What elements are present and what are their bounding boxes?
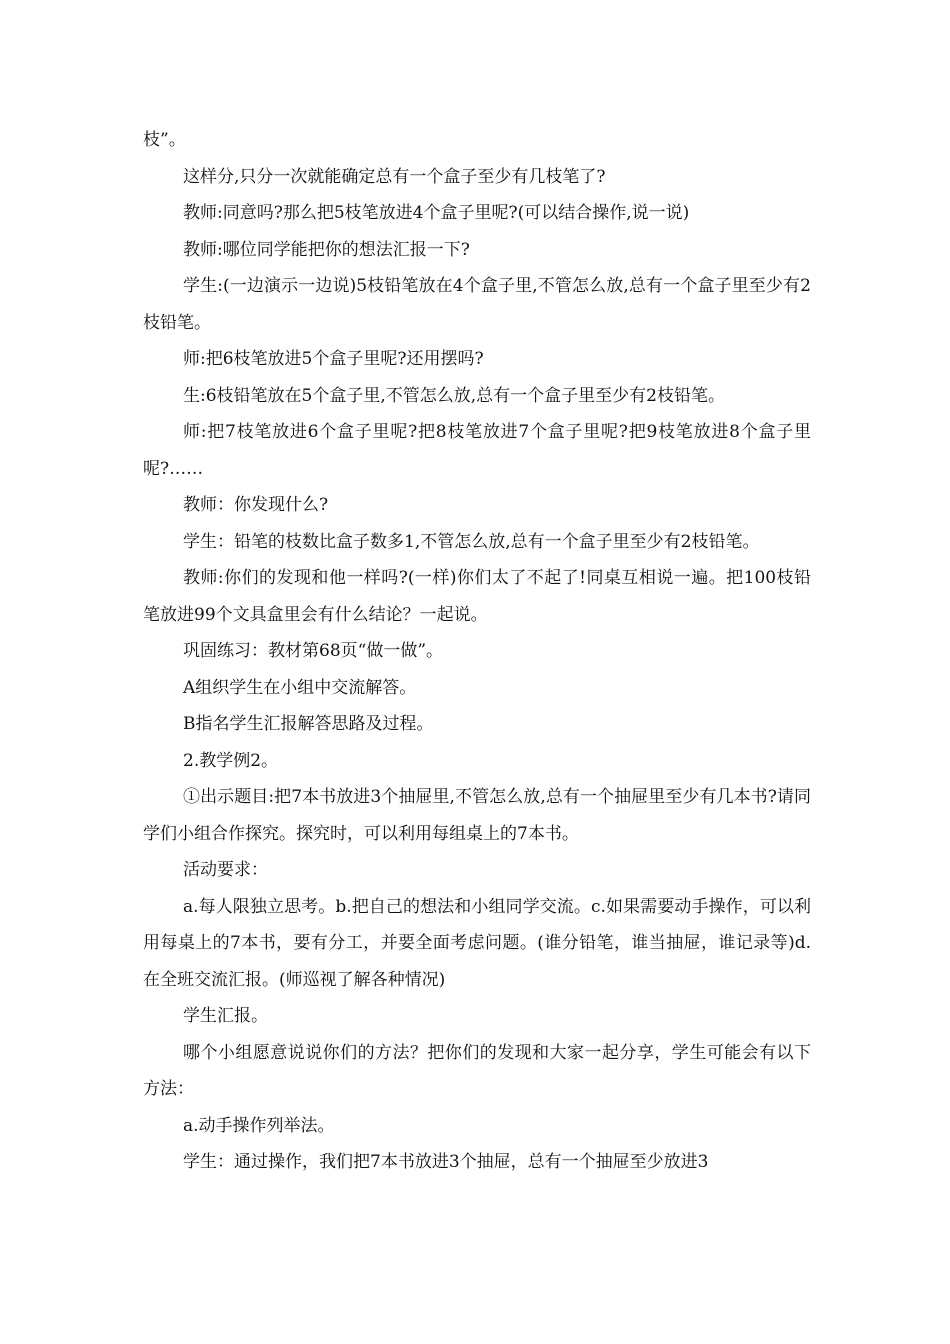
paragraph: B指名学生汇报解答思路及过程。	[183, 714, 434, 734]
paragraph: 师:把7枝笔放进6个盒子里呢?把8枝笔放进7个盒子里呢?把9枝笔放进8个盒子里呢?……	[143, 422, 811, 479]
paragraph: 活动要求：	[183, 860, 268, 880]
paragraph: A组织学生在小组中交流解答。	[183, 677, 417, 698]
paragraph: 教师:同意吗?那么把5枝笔放进4个盒子里呢?(可以结合操作,说一说)	[183, 203, 690, 223]
paragraph: ①出示题目:把7本书放进3个抽屉里,不管怎么放,总有一个抽屉里至少有几本书?请同学们小组合作探究。探究时，可以利用每组桌上的7本书。	[143, 787, 811, 844]
paragraph: 教师：你发现什么?	[183, 495, 329, 515]
paragraph: 学生：铅笔的枝数比盒子数多1,不管怎么放,总有一个盒子里至少有2枝铅笔。	[183, 531, 760, 552]
paragraph: 学生汇报。	[183, 1006, 268, 1026]
paragraph: 教师:哪位同学能把你的想法汇报一下?	[183, 239, 470, 260]
paragraph: 哪个小组愿意说说你们的方法？把你们的发现和大家一起分享，学生可能会有以下方法：	[143, 1042, 811, 1099]
paragraph: 师:把6枝笔放进5个盒子里呢?还用摆吗?	[183, 349, 484, 369]
document-body	[143, 122, 811, 1181]
paragraph: 这样分,只分一次就能确定总有一个盒子至少有几枝笔了?	[183, 166, 606, 187]
paragraph: 枝”。	[143, 130, 186, 150]
paragraph: 2.教学例2。	[183, 750, 279, 771]
paragraph: 生:6枝铅笔放在5个盒子里,不管怎么放,总有一个盒子里至少有2枝铅笔。	[183, 385, 725, 406]
paragraph: a.每人限独立思考。b.把自己的想法和小组同学交流。c.如果需要动手操作，可以利用每桌上的7本书，要有分工，并要全面考虑问题。(谁分铅笔，谁当抽屉，谁记录等)d.在全班交流汇报。(师巡视了解各种情况)	[143, 896, 811, 990]
paragraph: a.动手操作列举法。	[183, 1115, 335, 1136]
paragraph: 学生：通过操作，我们把7本书放进3个抽屉，总有一个抽屉至少放进3	[183, 1152, 709, 1172]
paragraph: 教师:你们的发现和他一样吗?(一样)你们太了不起了!同桌互相说一遍。把100枝铅笔放进99个文具盒里会有什么结论？一起说。	[143, 568, 811, 625]
paragraph: 学生:(一边演示一边说)5枝铅笔放在4个盒子里,不管怎么放,总有一个盒子里至少有2枝铅笔。	[143, 276, 811, 333]
paragraph: 巩固练习：教材第68页“做一做”。	[183, 641, 444, 661]
